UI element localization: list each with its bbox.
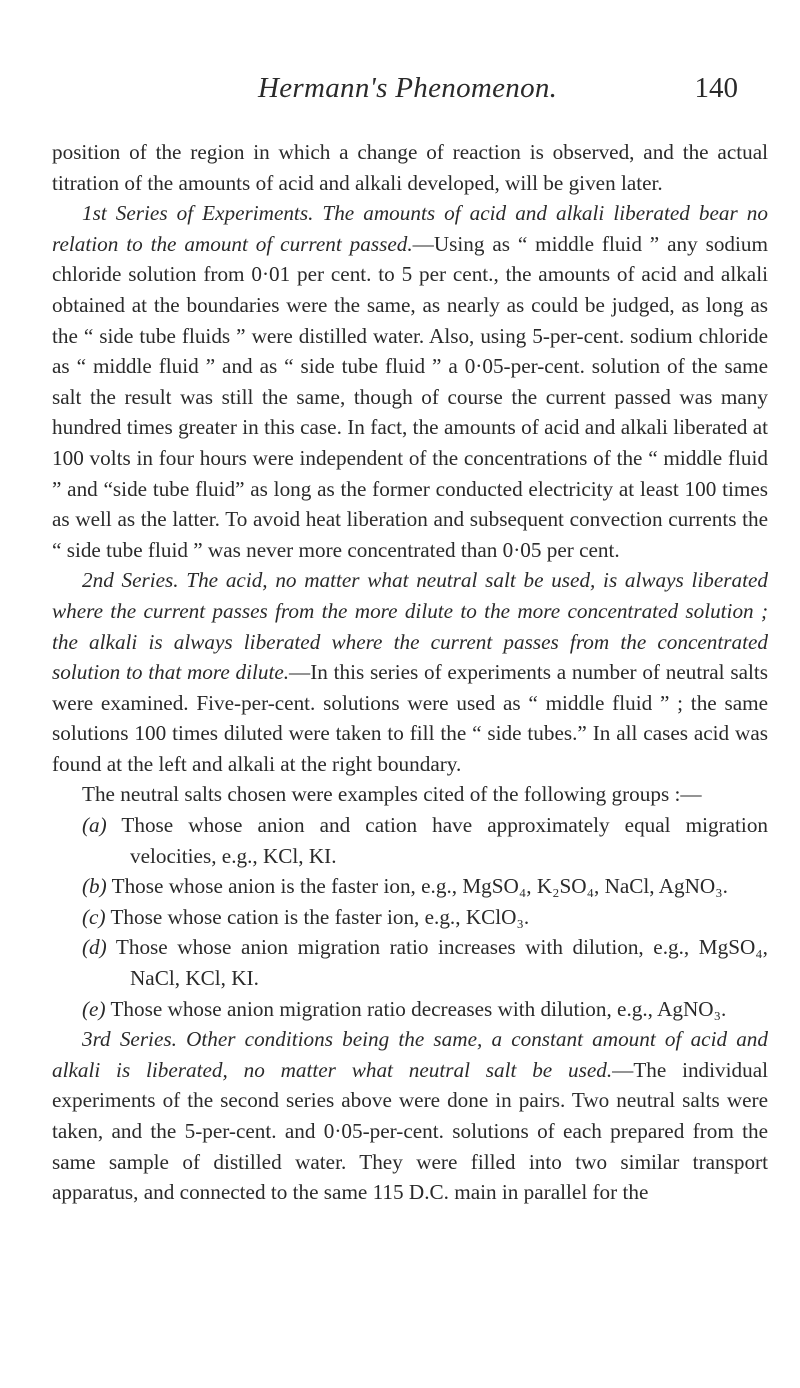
paragraph-continuation: position of the region in which a change of reaction is observed, and the actual titration of the amounts of acid and alkali developed, will be given later. [52,140,768,195]
first-series-heading: 1st Series of Experiments. The amounts of acid and alkali liberated bear no relation to the amount of current passed. [52,201,768,256]
third-series-heading: 3rd Series. Other conditions being the same, a constant amount of acid and alkali is liberated, no matter what neutral salt be used. [52,1027,768,1082]
body-text [52,137,768,1208]
second-series-heading: 2nd Series. The acid, no matter what neutral salt be used, is always liberated where the current passes from the more dilute to the more concentrated solution ; the alkali is always liberated where the current passes from the concentrated solution to that more dilute. [52,568,768,685]
list-item-label: (c) [82,904,106,929]
paragraph-first-series [52,198,768,565]
list-item-text: Those whose anion and cation have approximately equal migration velocities, e.g., KCl, KI. [121,813,769,868]
list-item [52,871,768,902]
list-item-label: (a) [82,813,107,838]
list-item-label: (e) [82,996,106,1021]
list-item [52,810,768,871]
list-item-text: Those whose anion migration ratio increases with dilution, e.g., MgSO₄, NaCl, KCl, KI. [115,935,768,991]
second-series-text: —In this series of experiments a number of neutral salts were examined. Five-per-cent. solutions were used as “ middle fluid ” ; the same solutions 100 times diluted were taken to fill the “ side tubes.” In all cases acid was found at the left and alkali at the right boundary. [52,660,768,776]
list-item-text: Those whose anion is the faster ion, e.g., MgSO₄, K₂SO₄, NaCl, AgNO₃. [111,874,728,899]
list-item-text: Those whose anion migration ratio decreases with dilution, e.g., AgNO₃. [110,996,727,1021]
paragraph-second-series [52,565,768,779]
first-series-text: —Using as “ middle fluid ” any sodium chloride solution from 0·01 per cent. to 5 per cent., the amounts of acid and alkali obtained at the boundaries were the same, as nearly as could be judged, as long as the “ side tube fluids ” were distilled water. Also, using 5-per-cent. sodium chloride as “ middle fluid ” and as “ side tube fluid ” a 0·05-per-cent. solution of the same salt the result was still the same, though of course the current passed was many hundred times greater in this case. In fact, the amounts of acid and alkali liberated at 100 volts in four hours were independent of the concentrations of the “ middle fluid ” and “side tube fluid” as long as the former conducted electricity at least 100 times as well as the latter. To avoid heat liberation and subsequent convection currents the “ side tube fluid ” was never more concentrated than 0·05 per cent. [52,231,768,562]
list-item-label: (d) [82,935,107,960]
third-series-text: —The individual experiments of the second series above were done in pairs. Two neutral salts were taken, and the 5-per-cent. and 0·05-per-cent. solutions of each prepared from the same sample of distilled water. They were filled into two similar transport apparatus, and connected to the same 115 D.C. main in parallel for the [52,1057,768,1205]
list-item [52,902,768,933]
list-item-label: (b) [82,874,107,899]
running-title: Hermann's Phenomenon. [258,72,558,104]
salt-groups-list [52,810,768,1024]
list-item [52,994,768,1025]
paragraph-third-series [52,1024,768,1208]
page-number: 140 [694,72,738,104]
list-item [52,932,768,993]
page-header [0,72,800,112]
paragraph-groups-intro: The neutral salts chosen were examples cited of the following groups :— [82,782,702,807]
list-item-text: Those whose cation is the faster ion, e.g., KClO₃. [110,904,530,929]
